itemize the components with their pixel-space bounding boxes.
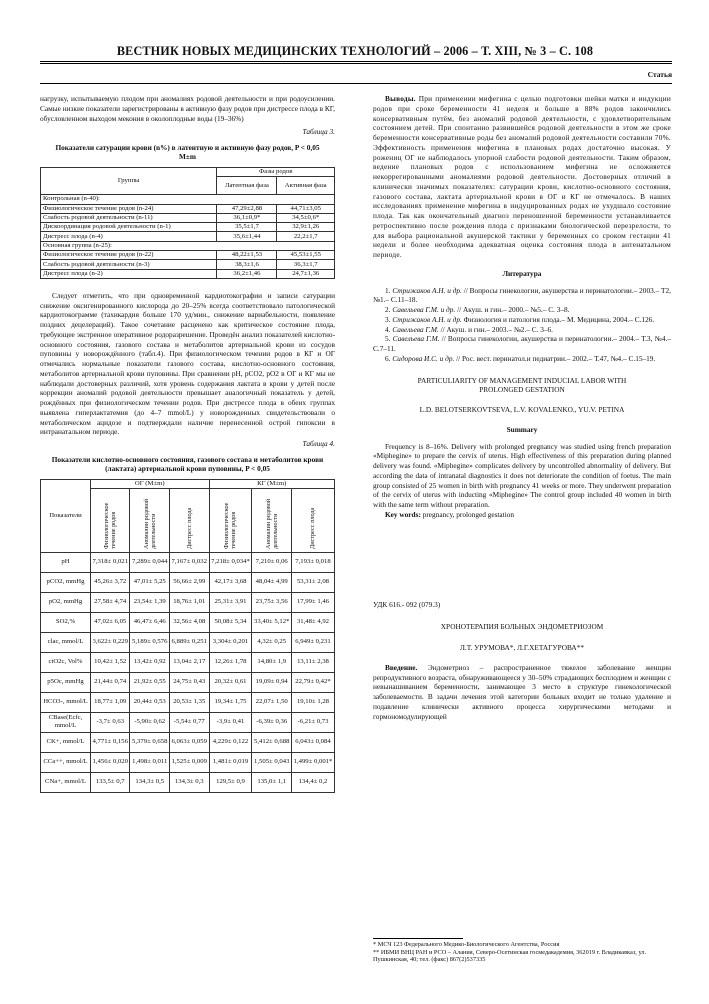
t3-active-cell: 24,7±1,36: [277, 269, 335, 278]
summary-heading: Summary: [506, 424, 538, 434]
t4-value-cell: 23,75± 3,56: [252, 592, 292, 612]
udk-code: УДК 616.- 092 (079.3): [373, 599, 441, 609]
footnotes: [373, 938, 671, 964]
t3-row: [41, 241, 335, 250]
article2-title: ХРОНОТЕРАПИЯ БОЛЬНЫХ ЭНДОМЕТРИОЗОМ: [440, 622, 604, 632]
t3-latent-cell: 36,2±1,46: [217, 269, 277, 278]
keywords-text: pregnancy, prolonged gestation: [422, 509, 515, 519]
t3-row: [41, 232, 335, 241]
t3-latent-cell: 36,1±0,9*: [217, 213, 277, 222]
t3-group-cell: Дистресс плода (n-4): [41, 232, 217, 241]
t4-value-cell: 50,08± 5,34: [209, 612, 252, 632]
t4-indicator-cell: pO2, mmHg: [41, 592, 91, 612]
t4-value-cell: 20,53± 1,35: [170, 692, 210, 712]
t4-row: [41, 572, 335, 592]
t3-col-active: Активная фаза: [277, 177, 335, 195]
reference-source: // Вопросы гинекологии, акушерства и перинатологии.– 2003.– Т2, №1.– С.11–18.: [373, 285, 671, 305]
t4-row: [41, 672, 335, 692]
reference-item: [373, 305, 671, 315]
t4-value-cell: 135,0± 1,1: [252, 772, 292, 792]
reference-list: [373, 286, 671, 364]
t4-indicator-cell: CBase(Ecfc, mmol/L: [41, 712, 91, 732]
reference-authors: Савельева Г.М.: [392, 334, 440, 344]
journal-header: ВЕСТНИК НОВЫХ МЕДИЦИНСКИХ ТЕХНОЛОГИЙ – 2006 – Т. XIII, № 3 – С. 108: [116, 44, 594, 58]
table3-label: Таблица 3.: [302, 127, 335, 137]
t4-indicator-cell: CCa++, mmol/L: [41, 752, 91, 772]
t4-indicator-cell: p5Oc, mmHg: [41, 672, 91, 692]
t4-value-cell: 21,44± 0,74: [90, 672, 130, 692]
left-column: [40, 94, 335, 793]
t4-value-cell: 47,01± 5,25: [130, 572, 170, 592]
table4: [40, 479, 335, 793]
t4-value-cell: 13,11± 2,38: [291, 652, 334, 672]
table4-title: Показатели кислотно-основного состояния, газового состава и метаболитов крови (лактата) артериальной крови пуповины, P < 0,05: [51, 454, 324, 473]
t4-value-cell: 7,210± 0,06: [252, 552, 292, 572]
t3-row: [41, 204, 335, 213]
footnote-1: * МСЧ 123 Федерального Медико-Биологического Агентства, Россия: [373, 941, 560, 948]
t3-active-cell: 34,5±0,6*: [277, 213, 335, 222]
summary-text: Frequency is 8–16%. Delivery with prolonged pregnancy was studied using french preparation «Miphegine» to prepare the cervix of uterus. High effectiveness of this preparation during planned delivery was found. «Miphegine» complicates delivery by uncontrolled abnormality of delivery. But according the data of intranatal diagnostics it does not deteriorate the condition of foetus. The main group consisted of 25 women in birth with pregnancy 41 weeks or more. They underwent preparation of the cervix of uterus with inducting «Miphegine» The control group included 40 women in birth with the same term without preparation.: [373, 441, 671, 509]
t4-value-cell: 18,76± 1,01: [170, 592, 210, 612]
t3-group-cell: Физиологическое течение родов (n-22): [41, 251, 217, 260]
t4-value-cell: 12,26± 1,78: [209, 652, 252, 672]
t4-value-cell: 45,26± 3,72: [90, 572, 130, 592]
t3-active-cell: 45,53±1,55: [277, 251, 335, 260]
t4-subheader: Аномалии родовой деятельности: [264, 498, 279, 549]
reference-item: [373, 334, 671, 354]
t4-subheader-cell: [252, 488, 292, 552]
t4-col-og: ОГ (M±m): [90, 479, 209, 488]
section-label: Статья: [647, 70, 672, 79]
t4-value-cell: 46,47± 6,46: [130, 612, 170, 632]
t4-value-cell: -5,90± 0,62: [130, 712, 170, 732]
t4-value-cell: 4,32± 0,25: [252, 632, 292, 652]
t4-value-cell: 5,189± 0,576: [130, 632, 170, 652]
t3-latent-cell: 38,3±1,6: [217, 260, 277, 269]
reference-number: 5.: [385, 334, 391, 344]
t4-value-cell: 47,02± 6,05: [90, 612, 130, 632]
t4-value-cell: 20,44± 0,53: [130, 692, 170, 712]
t4-value-cell: 31,48± 4,92: [291, 612, 334, 632]
t3-group-cell: Дискоординация родовой деятельности (n-1): [41, 223, 217, 232]
t4-indicator-cell: ctO2c, Vol%: [41, 652, 91, 672]
conclusions-text: При применении мифегина с целью подготовки шейки матки и индукции родов при сроке беременности 41 неделя и больше в 88% родов закончились консервативным путём, без аномалий родовой деятельности, с удовлетворительным состоянием детей. При спонтанно развившейся родовой деятельности в этом же сроке беременности консервативные роды без аномалий родовой деятельности составили 70%. Эффективность применения мифегина в плановых родах достаточно высокая. У рожениц ОГ не наблюдалось упорной слабости родовой деятельности. Таким образом, ведение плановых родов с использованием мифегина не осложняется некоррегированными аномалиями родовой деятельности. Достоверных отличий в клинически значимых показателях: сатурации крови, кислотно-основного состояния, газового состава, лактата артериальной крови в ОГ и КГ не отмечалось. В наших исследованиях применение мифегина в индуцированных родах не ухудшало состояние плода. Так как окончательный диагноз переношенной беременности устанавливается ретроспективно после рождения плода с признаками биологической перезрелости, то для выбора рациональной акушерской тактики у беременных со сроком гестации 41 недели и более необходима адекватная оценка состояния плода в антенатальном периоде.: [373, 94, 672, 259]
t4-value-cell: 1,499± 0,001*: [291, 752, 334, 772]
footnote-rule: [373, 938, 463, 939]
reference-authors: Стрижаков А.Н. и др.: [392, 285, 462, 295]
t4-value-cell: -5,54± 0,77: [170, 712, 210, 732]
t4-subheader: Физиологическое течение родов: [223, 502, 238, 549]
reference-number: 2.: [385, 305, 391, 314]
t4-subheader-cell: [90, 488, 130, 552]
t4-value-cell: 7,167± 0,032: [170, 552, 210, 572]
intro-paragraph: нагрузку, испытываемую плодом при аномалиях родовой деятельности и при родоусилении. Самые низкие показатели зарегистрированы в активную фазу родов при дистрессе плода в КГ, обусловленном выходом мекония в околоплодные воды (19–36%): [40, 94, 335, 123]
t3-group-cell: Слабость родовой деятельности (n-11): [41, 213, 217, 222]
reference-number: 4.: [385, 324, 391, 334]
t3-group-cell: Физиологическое течение родов (n-24): [41, 204, 217, 213]
t4-value-cell: 23,54± 1,39: [130, 592, 170, 612]
t4-row: [41, 712, 335, 732]
t4-value-cell: 27,58± 4,74: [90, 592, 130, 612]
t4-value-cell: 53,31± 2,08: [291, 572, 334, 592]
introduction-text: Эндометриоз – распространенное тяжелое заболевание женщин репродуктивного возраста, обнаруживающееся у 30–50% страдающих бесплодием и женщин с невынашиванием беременности, занимающее 3 место в структуре гинекологической заболеваемости. В задачи лечения этой категории больных входит не только удаление и подавление клинически активного процесса хирургическими методами и гормономодулирующей: [373, 662, 672, 721]
t3-row: [41, 223, 335, 232]
t3-active-cell: 32,9±1,26: [277, 223, 335, 232]
t4-value-cell: 6,043± 0,084: [291, 732, 334, 752]
t4-col-kg: КГ (M±m): [209, 479, 334, 488]
t3-group-cell: Дистресс плода (n-2): [41, 269, 217, 278]
t4-value-cell: 1,505± 0,043: [252, 752, 292, 772]
t4-row: [41, 652, 335, 672]
t4-row: [41, 752, 335, 772]
reference-source: Физиология и патология плода.– М. Медицина, 2004.– С.126.: [463, 314, 655, 324]
t3-row: [41, 195, 335, 204]
t4-value-cell: 6,949± 0,231: [291, 632, 334, 652]
t4-row: [41, 632, 335, 652]
table4-label: Таблица 4.: [302, 439, 335, 449]
t4-value-cell: 3,622± 0,229: [90, 632, 130, 652]
t3-col-latent: Латентная фаза: [217, 177, 277, 195]
table3: [40, 167, 335, 279]
keywords-heading: Key words:: [385, 509, 421, 519]
t4-subheader-cell: [291, 488, 334, 552]
t4-value-cell: 19,34± 1,75: [209, 692, 252, 712]
t4-value-cell: 4,771± 0,156: [90, 732, 130, 752]
t3-row: [41, 213, 335, 222]
t4-row: [41, 772, 335, 792]
t4-col-indicators: Показатели: [41, 479, 91, 552]
t4-value-cell: 134,3± 0,5: [130, 772, 170, 792]
t4-row: [41, 592, 335, 612]
t4-value-cell: 17,99± 1,46: [291, 592, 334, 612]
reference-authors: Сидорова И.С. и др.: [392, 353, 455, 363]
t3-active-cell: 36,3±1,7: [277, 260, 335, 269]
keywords-line: [373, 510, 671, 520]
reference-number: 6.: [385, 353, 391, 363]
t4-indicator-cell: CK+, mmol/L: [41, 732, 91, 752]
t4-indicator-cell: HCO3-, mmol/L: [41, 692, 91, 712]
conclusions-paragraph: [373, 94, 671, 260]
t4-value-cell: 14,80± 1,9: [252, 652, 292, 672]
t4-value-cell: 129,5± 0,9: [209, 772, 252, 792]
t3-latent-cell: 35,5±1,7: [217, 223, 277, 232]
reference-source: // Рос. вест. перинатол.и педиатрии.– 2002.– Т.47, №4.– С.15–19.: [456, 353, 656, 363]
t4-value-cell: 1,525± 0,009: [170, 752, 210, 772]
reference-number: 3.: [385, 314, 391, 324]
t4-value-cell: 1,498± 0,011: [130, 752, 170, 772]
t3-col-groups: Группы: [41, 168, 217, 195]
t4-subheader-cell: [130, 488, 170, 552]
t4-value-cell: 134,3± 0,3: [170, 772, 210, 792]
t4-value-cell: 134,4± 0,2: [291, 772, 334, 792]
reference-authors: Савельева Г.М. и др.: [392, 305, 456, 314]
t4-subheader-cell: [209, 488, 252, 552]
t3-latent-cell: 35,6±1,44: [217, 232, 277, 241]
t4-indicator-cell: CNa+, mmol/L: [41, 772, 91, 792]
t4-value-cell: 10,42± 1,52: [90, 652, 130, 672]
t4-value-cell: 6,889± 0,251: [170, 632, 210, 652]
t4-value-cell: 19,09± 0,94: [252, 672, 292, 692]
t3-latent-cell: 47,29±2,88: [217, 204, 277, 213]
t4-indicator-cell: clac, mmol/L: [41, 632, 91, 652]
t4-value-cell: 22,79± 0,42*: [291, 672, 334, 692]
t4-value-cell: 22,07± 1,50: [252, 692, 292, 712]
reference-item: [373, 315, 671, 325]
t3-group-header: Основная группа (n-25):: [41, 241, 335, 250]
t4-value-cell: 1,456± 0,020: [90, 752, 130, 772]
t4-value-cell: 56,66± 2,99: [170, 572, 210, 592]
reference-source: // Вопросы гинекологии, акушерства и перинатологии.– 2004.– Т.3, №4.– С.7–11.: [373, 334, 672, 353]
t4-indicator-cell: pCO2, mmHg: [41, 572, 91, 592]
t4-subheader: Дистресс плода: [185, 507, 193, 549]
t4-value-cell: 1,481± 0,019: [209, 752, 252, 772]
t3-row: [41, 269, 335, 278]
t4-value-cell: 133,5± 0,7: [90, 772, 130, 792]
t4-value-cell: 25,31± 3,91: [209, 592, 252, 612]
reference-item: [373, 286, 671, 306]
analysis-paragraph: Следует отметить, что при одновременной кардиотокографии и записи сатурации снижение оксигенированного кислорода до 20–25% всегда соответствовало патологической кардиотокограмме (тахикардия больше 170 уд/мин., снижение вариабельности, появление поздних децелераций). Такое сочетание расценено как критическое состояние плода, требующее экстренное оперативное родоразрешение. Проведён анализ показателей кислотно-основного состояния, газового состава и метаболитов артериальной крови из сосудов пуповины у новорождённого (табл.4). При физиологическом течении родов в КГ и ОГ отмечались нормальные показатели газового состава, кислотно-основного состояния, метаболитов артериальной крови пуповины. При сравнении pH, pCO2, pO2 в ОГ и КГ мы не наблюдали достоверных различий, хотя уровень содержания лактата в крови у детей после коррекции аномалий родовой деятельности превышает аналогичный показатель у детей, рождённых при физиологическом течении родов. При дистрессе плода в обеих группах выявлена гиперлактатемия (до 4–7 mmol/L) у новорожденных свидетельствовали о метаболическом ацидозе и подтверждали наличие перенесенной острой гипоксии в интранатальном периоде.: [40, 290, 335, 437]
article2-authors: Л.Т. УРУМОВА*, Л.Г.ХЕТАГУРОВА**: [460, 643, 584, 652]
t4-value-cell: -3,9± 0,41: [209, 712, 252, 732]
t4-value-cell: 19,10± 1,28: [291, 692, 334, 712]
reference-source: // Акуш. и гин.– 2000.– №5.– С. 3–8.: [457, 305, 570, 314]
t4-indicator-cell: SO2,%: [41, 612, 91, 632]
t4-value-cell: -3,7± 0,63: [90, 712, 130, 732]
english-authors: L.D. BELOTSERKOVTSEVA, L.V. KOVALENKO., YU.V. PETINA: [419, 405, 625, 414]
introduction-heading: Введение.: [385, 662, 418, 672]
t4-value-cell: 3,304± 0,201: [209, 632, 252, 652]
reference-item: [373, 325, 671, 335]
t3-row: [41, 251, 335, 260]
t3-row: [41, 260, 335, 269]
t4-value-cell: 24,75± 0,43: [170, 672, 210, 692]
t4-indicator-cell: pH: [41, 552, 91, 572]
english-title: PARTICULIARITY OF MANAGEMENT INDUCIAL LABOR WITH PROLONGED GESTATION: [417, 375, 627, 395]
t3-active-cell: 22,2±1,7: [277, 232, 335, 241]
t4-value-cell: 4,229± 0,122: [209, 732, 252, 752]
reference-source: // Акуш. и гин.– 2003.– №2.– С. 3–6.: [440, 324, 554, 334]
t4-subheader: Физиологическое течение родов: [103, 502, 118, 549]
t4-row: [41, 612, 335, 632]
t4-value-cell: -6,39± 0,36: [252, 712, 292, 732]
reference-number: 1.: [385, 285, 391, 295]
introduction-paragraph: [373, 663, 671, 722]
t4-subheader: Дистресс плода: [309, 507, 317, 549]
t4-value-cell: 5,379± 0,658: [130, 732, 170, 752]
header-rule: [40, 61, 672, 62]
t4-value-cell: 32,56± 4,08: [170, 612, 210, 632]
t4-value-cell: 6,063± 0,059: [170, 732, 210, 752]
t4-value-cell: 18,77± 1,09: [90, 692, 130, 712]
t4-value-cell: 13,42± 0,92: [130, 652, 170, 672]
t4-value-cell: 7,218± 0,034*: [209, 552, 252, 572]
t4-row: [41, 552, 335, 572]
t3-group-header: Контрольная (n-40):: [41, 195, 335, 204]
section-rule: [40, 83, 672, 84]
t4-value-cell: 20,32± 0,61: [209, 672, 252, 692]
footnote-2: ** ИБМИ ВНЦ РАН и РСО – Алания, Северо-Осетинская госмедакадемия, 362019 г. Владикавказ, ул. Пушкинская, 40; тел. (факс) 867(2)537335: [373, 948, 647, 964]
t4-value-cell: 33,40± 5,12*: [252, 612, 292, 632]
right-column: [373, 94, 671, 721]
t3-latent-cell: 48,22±1,53: [217, 251, 277, 260]
t4-value-cell: 21,92± 0,55: [130, 672, 170, 692]
t4-row: [41, 692, 335, 712]
header-rule-2: [40, 63, 672, 64]
t4-value-cell: 7,193± 0,018: [291, 552, 334, 572]
t4-subheader: Аномалии родовой деятельности: [142, 498, 157, 549]
reference-item: [373, 354, 671, 364]
conclusions-heading: Выводы.: [385, 94, 416, 103]
reference-authors: Савельева Г.М.: [392, 324, 439, 334]
t4-row: [41, 732, 335, 752]
t4-value-cell: 7,289± 0,044: [130, 552, 170, 572]
t3-active-cell: 44,71±3,05: [277, 204, 335, 213]
t4-value-cell: -6,21± 0,73: [291, 712, 334, 732]
t4-value-cell: 13,04± 2,17: [170, 652, 210, 672]
literature-heading: Литература: [502, 268, 542, 278]
t4-value-cell: 42,17± 3,68: [209, 572, 252, 592]
t4-value-cell: 48,04± 4,99: [252, 572, 292, 592]
table3-title: Показатели сатурации крови (n%) в латентную и активную фазу родов, P < 0,05 M±m: [55, 143, 320, 161]
t4-subheader-cell: [170, 488, 210, 552]
t3-col-phases: Фазы родов: [217, 168, 335, 177]
t4-value-cell: 5,412± 0,688: [252, 732, 292, 752]
t3-group-cell: Слабость родовой деятельности (n-3): [41, 260, 217, 269]
reference-authors: Стрижаков А.Н. и др.: [392, 314, 462, 324]
t4-value-cell: 7,318± 0,021: [90, 552, 130, 572]
